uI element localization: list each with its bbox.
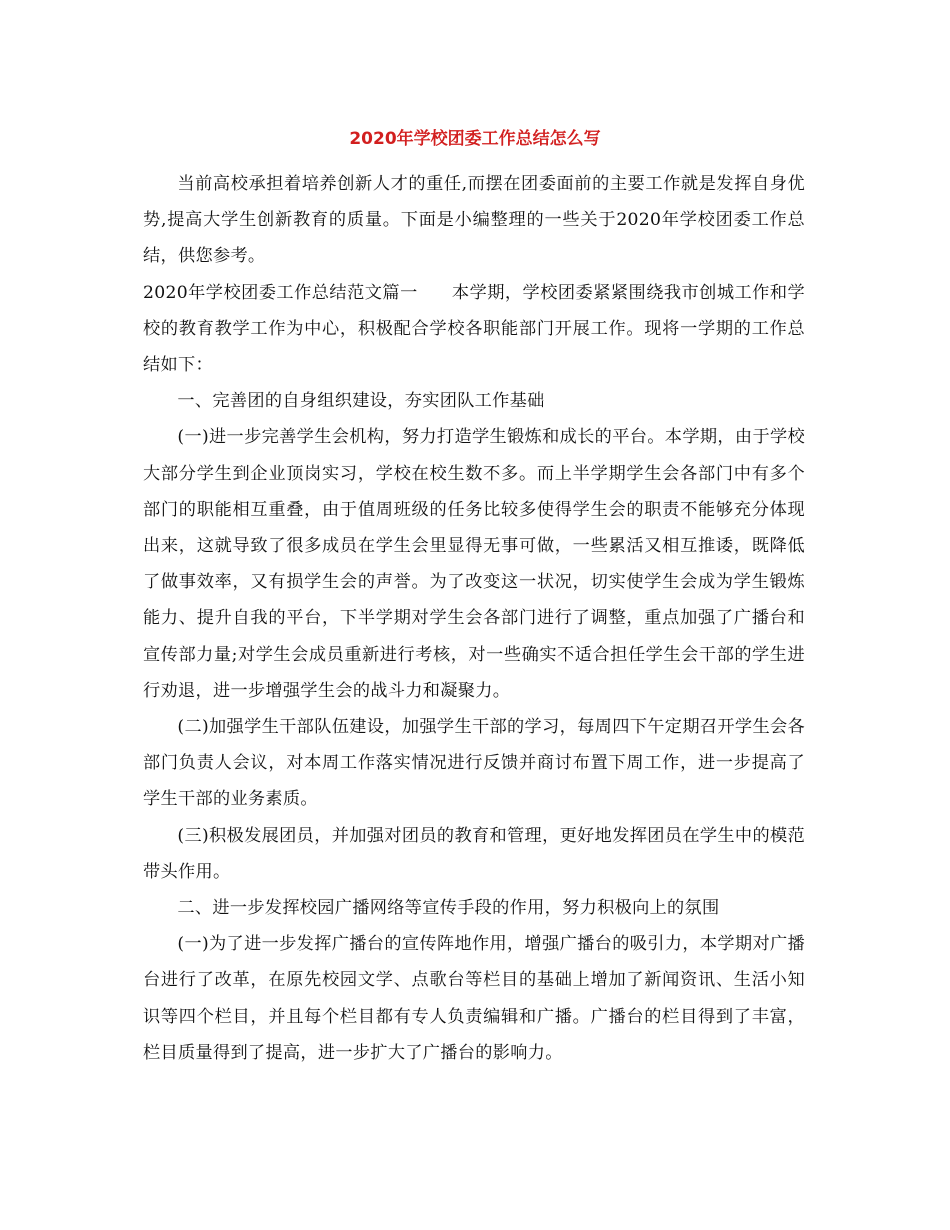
section-lead: 本学期，学校团委紧紧围绕我市创城工作和学校的教育教学工作为中心，积极配合学校各职能部门开展工作。现将一学期的工作总结如下： [143, 282, 805, 376]
document-title: 2020年学校团委工作总结怎么写 [349, 129, 601, 149]
document-body [143, 166, 805, 1071]
paragraph-1-1: (一)进一步完善学生会机构，努力打造学生锻炼和成长的平台。本学期，由于学校大部分学生到企业顶岗实习，学校在校生数不多。而上半学期学生会各部门中有多个部门的职能相互重叠，由于值周班级的任务比较多使得学生会的职责不能够充分体现出来，这就导致了很多成员在学生会里显得无事可做，一些累活又相互推诿，既降低了做事效率，又有损学生会的声誉。为了改变这一状况，切实使学生会成为学生锻炼能力、提升自我的平台，下半学期对学生会各部门进行了调整，重点加强了广播台和宣传部力量;对学生会成员重新进行考核，对一些确实不适合担任学生会干部的学生进行劝退，进一步增强学生会的战斗力和凝聚力。 [143, 427, 805, 701]
paragraph-1-3: (三)积极发展团员，并加强对团员的教育和管理，更好地发挥团员在学生中的模范带头作用。 [143, 825, 805, 882]
paragraph-2-1: (一)为了进一步发挥广播台的宣传阵地作用，增强广播台的吸引力，本学期对广播台进行了改革，在原先校园文学、点歌台等栏目的基础上增加了新闻资讯、生活小知识等四个栏目，并且每个栏目都有专人负责编辑和广播。广播台的栏目得到了丰富，栏目质量得到了提高，进一步扩大了广播台的影响力。 [143, 934, 805, 1063]
section-paragraph [143, 275, 805, 384]
heading-two: 二、进一步发挥校园广播网络等宣传手段的作用，努力积极向上的氛围 [177, 898, 720, 919]
section-heading: 2020年学校团委工作总结范文篇一 [143, 282, 418, 303]
heading-one: 一、完善团的自身组织建设，夯实团队工作基础 [177, 391, 545, 412]
paragraph-1-2: (二)加强学生干部队伍建设，加强学生干部的学习，每周四下午定期召开学生会各部门负责人会议，对本周工作落实情况进行反馈并商讨布置下周工作，进一步提高了学生干部的业务素质。 [143, 717, 805, 810]
intro-paragraph: 当前高校承担着培养创新人才的重任,而摆在团委面前的主要工作就是发挥自身优势,提高大学生创新教育的质量。下面是小编整理的一些关于2020年学校团委工作总结，供您参考。 [143, 174, 805, 267]
